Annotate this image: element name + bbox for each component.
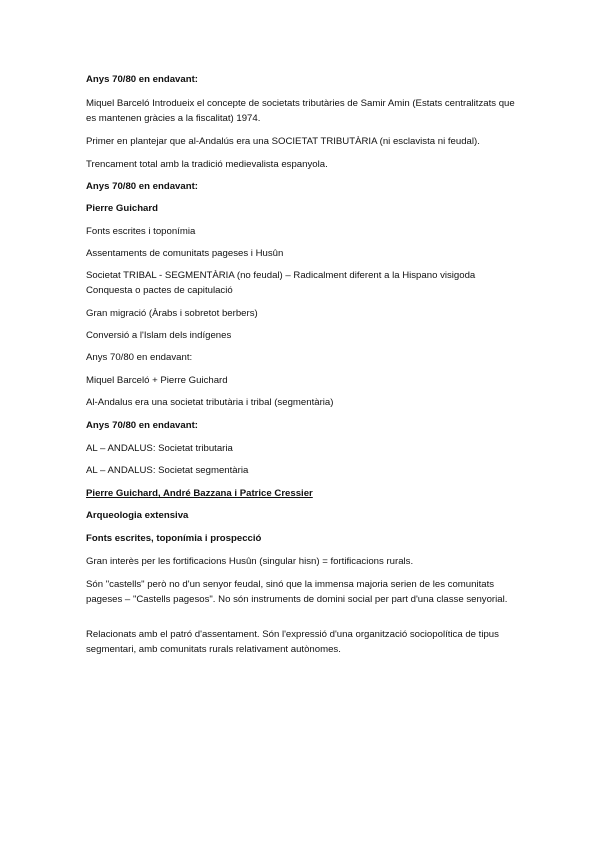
paragraph-anys-3: Anys 70/80 en endavant: (86, 352, 193, 363)
heading-arqueologia: Arqueologia extensiva (86, 510, 189, 521)
paragraph-conquesta: Conquesta o pactes de capitulació (86, 285, 233, 296)
heading-authors: Pierre Guichard, André Bazzana i Patrice Cressier (86, 488, 313, 499)
paragraph-patro-assentament: Relacionats amb el patró d'assentament. Són l'expressió d'una organització sociopolítica de tipus segmentari, amb comunitats rurals relativament autònomes. (86, 629, 499, 655)
heading-anys-4: Anys 70/80 en endavant: (86, 420, 198, 431)
paragraph-al-andalus-tributaria-tribal: Al-Andalus era una societat tributària i tribal (segmentària) (86, 397, 334, 408)
paragraph-al-andalus-tributaria: AL – ANDALUS: Societat tributaria (86, 443, 233, 454)
paragraph-trencament: Trencament total amb la tradició medievalista espanyola. (86, 159, 328, 170)
paragraph-fortificacions: Gran interès per les fortificacions Husûn (singular hisn) = fortificacions rurals. (86, 556, 414, 567)
heading-anys-2: Anys 70/80 en endavant: (86, 181, 198, 192)
paragraph-tribal: Societat TRIBAL - SEGMENTÀRIA (no feudal) – Radicalment diferent a la Hispano visigoda (86, 270, 476, 281)
paragraph-barcelo-intro: Miquel Barceló Introdueix el concepte de societats tributàries de Samir Amin (Estats centralitzats que es mantenen gràcies a la fiscalitat) 1974. (86, 98, 515, 124)
paragraph-migracio: Gran migració (Àrabs i sobretot berbers) (86, 308, 258, 319)
paragraph-barcelo-guichard: Miquel Barceló + Pierre Guichard (86, 375, 228, 386)
heading-fonts-prospeccio: Fonts escrites, toponímia i prospecció (86, 533, 262, 544)
heading-anys-1: Anys 70/80 en endavant: (86, 74, 198, 85)
paragraph-societat-tributaria: Primer en plantejar que al-Andalús era una SOCIETAT TRIBUTÀRIA (ni esclavista ni feudal). (86, 136, 480, 147)
paragraph-assentaments: Assentaments de comunitats pageses i Husûn (86, 248, 284, 259)
paragraph-fonts: Fonts escrites i toponímia (86, 226, 196, 237)
paragraph-guichard: Pierre Guichard (86, 203, 158, 214)
paragraph-al-andalus-segmentaria: AL – ANDALUS: Societat segmentària (86, 465, 249, 476)
paragraph-castells: Són "castells" però no d'un senyor feudal, sinó que la immensa majoria serien de les comunitats pageses – "Castells pagesos". No són instruments de domini social per part d'una classe senyorial. (86, 579, 508, 605)
paragraph-conversio: Conversió a l'Islam dels indígenes (86, 330, 232, 341)
